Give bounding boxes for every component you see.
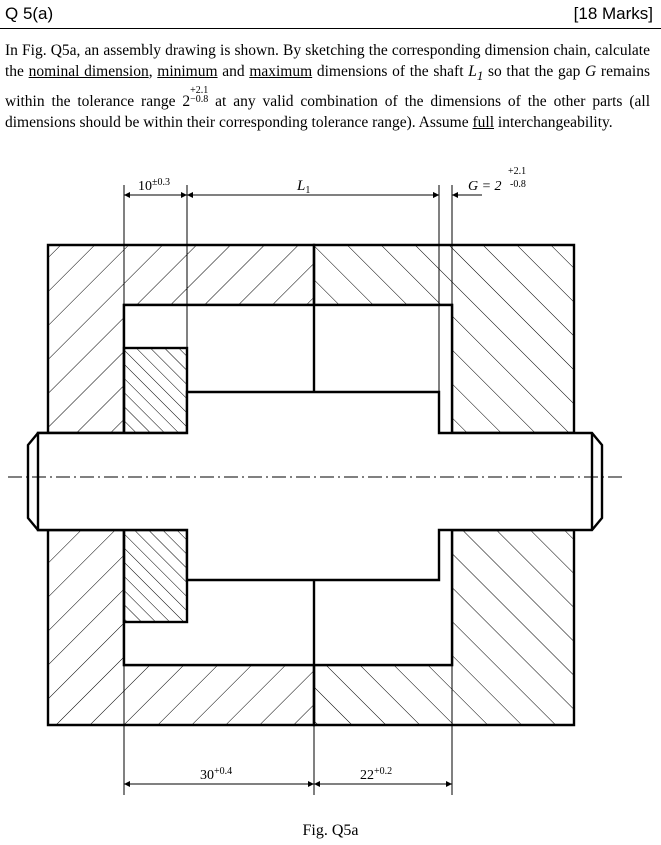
dim-G-lower-tol: -0.8	[510, 179, 526, 190]
question-text-part: ,	[148, 63, 158, 80]
dim-22-label: $22^{+0.2}$	[360, 766, 393, 783]
dim-L1-label: $L_1$	[297, 178, 311, 196]
tolerance-range-lower: −0.8	[190, 94, 209, 106]
maximum-term: maximum	[249, 63, 313, 80]
dim-10-label: $10^{\pm 0.3}$	[138, 177, 170, 194]
question-text-part: and	[217, 63, 250, 80]
question-text-part: dimensions of the shaft	[312, 63, 469, 80]
tolerance-range-base: 2	[182, 93, 191, 111]
question-number: Q 5(a)	[5, 4, 54, 23]
question-text-part: at any valid combination of the dimensions of the other parts (all dimensions should be within their corresponding tolerance range). Assume	[5, 93, 651, 132]
dim-G-label: G = 2	[468, 179, 502, 194]
full-term: full	[472, 114, 495, 132]
gap-symbol: G	[585, 63, 597, 80]
question-text-part: so that the gap	[483, 63, 586, 80]
tolerance-range-upper: +2.1	[190, 85, 209, 97]
question-text-part: interchangeability.	[494, 114, 613, 132]
shaft-symbol-subscript: 1	[476, 68, 484, 84]
minimum-term: minimum	[157, 63, 218, 80]
spacer-ring-bottom	[124, 530, 187, 622]
spacer-ring-top	[124, 348, 187, 433]
dim-30-label: $30^{+0.4}$	[200, 766, 233, 783]
shaft-symbol-letter: L	[468, 63, 477, 80]
dim-G-upper-tol: +2.1	[508, 166, 527, 177]
nominal-dimension-term: nominal dimension	[28, 63, 149, 80]
figure-caption: Fig. Q5a	[302, 822, 359, 839]
question-text-part: remains within the tolerance range	[5, 63, 650, 111]
marks-label: [18 Marks]	[573, 4, 653, 23]
question-text-part: In Fig. Q5a, an assembly drawing is shown. By sketching the corresponding dimension chain, calculate the	[5, 42, 650, 80]
